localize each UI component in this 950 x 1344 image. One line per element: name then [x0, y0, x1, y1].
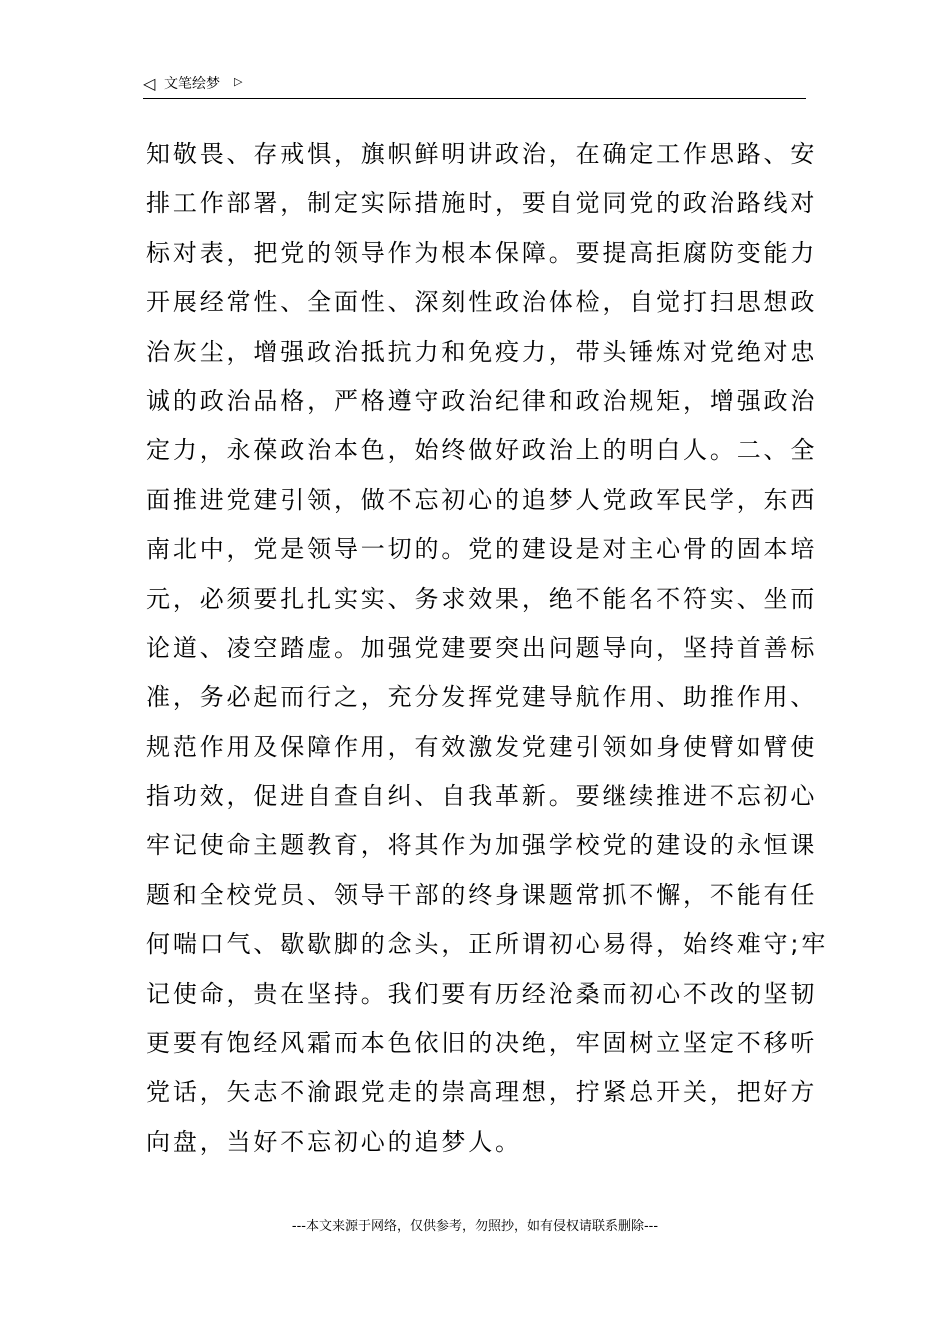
text-line: 南北中，党是领导一切的。党的建设是对主心骨的固本培	[146, 535, 818, 564]
text-line: 准，务必起而行之，充分发挥党建导航作用、助推作用、	[146, 683, 818, 712]
text-line: 更要有饱经风霜而本色依旧的决绝，牢固树立坚定不移听	[146, 1029, 818, 1058]
text-line: 向盘，当好不忘初心的追梦人。	[146, 1127, 522, 1156]
page-header	[143, 72, 806, 99]
text-line: 知敬畏、存戒惧，旗帜鲜明讲政治，在确定工作思路、安	[146, 140, 818, 168]
text-line: 定力，永葆政治本色，始终做好政治上的明白人。二、全	[146, 436, 818, 465]
text-line: 记使命，贵在坚持。我们要有历经沧桑而初心不改的坚韧	[146, 979, 818, 1008]
text-line: 开展经常性、全面性、深刻性政治体检，自觉打扫思想政	[146, 288, 818, 317]
text-line: 排工作部署，制定实际措施时，要自觉同党的政治路线对	[146, 189, 818, 218]
text-line: 论道、凌空踏虚。加强党建要突出问题导向，坚持首善标	[146, 633, 818, 662]
text-line: 何喘口气、歇歇脚的念头，正所谓初心易得，始终难守;牢	[146, 930, 829, 959]
text-line: 规范作用及保障作用，有效激发党建引领如身使臂如臂使	[146, 732, 818, 761]
footer-disclaimer: ---本文来源于网络，仅供参考，勿照抄，如有侵权请联系删除---	[291, 1219, 659, 1234]
triangle-right-icon: ▷	[234, 75, 243, 88]
text-line: 治灰尘，增强政治抵抗力和免疫力，带头锤炼对党绝对忠	[146, 337, 818, 366]
text-line: 指功效，促进自查自纠、自我革新。要继续推进不忘初心	[146, 782, 818, 811]
body-text	[146, 132, 829, 1169]
text-line: 标对表，把党的领导作为根本保障。要提高拒腐防变能力	[146, 238, 818, 267]
text-line: 牢记使命主题教育，将其作为加强学校党的建设的永恒课	[146, 831, 818, 860]
text-line: 党话，矢志不渝跟党走的崇高理想，拧紧总开关，把好方	[146, 1078, 818, 1107]
text-line: 元，必须要扎扎实实、务求效果，绝不能名不符实、坐而	[146, 584, 818, 613]
text-line: 诚的政治品格，严格遵守政治纪律和政治规矩，增强政治	[146, 386, 818, 415]
text-line: 题和全校党员、领导干部的终身课题常抓不懈，不能有任	[146, 880, 818, 909]
text-line: 面推进党建引领，做不忘初心的追梦人党政军民学，东西	[146, 485, 818, 514]
triangle-left-icon: ◁	[143, 74, 156, 93]
header-title: 文笔绘梦	[164, 76, 220, 92]
